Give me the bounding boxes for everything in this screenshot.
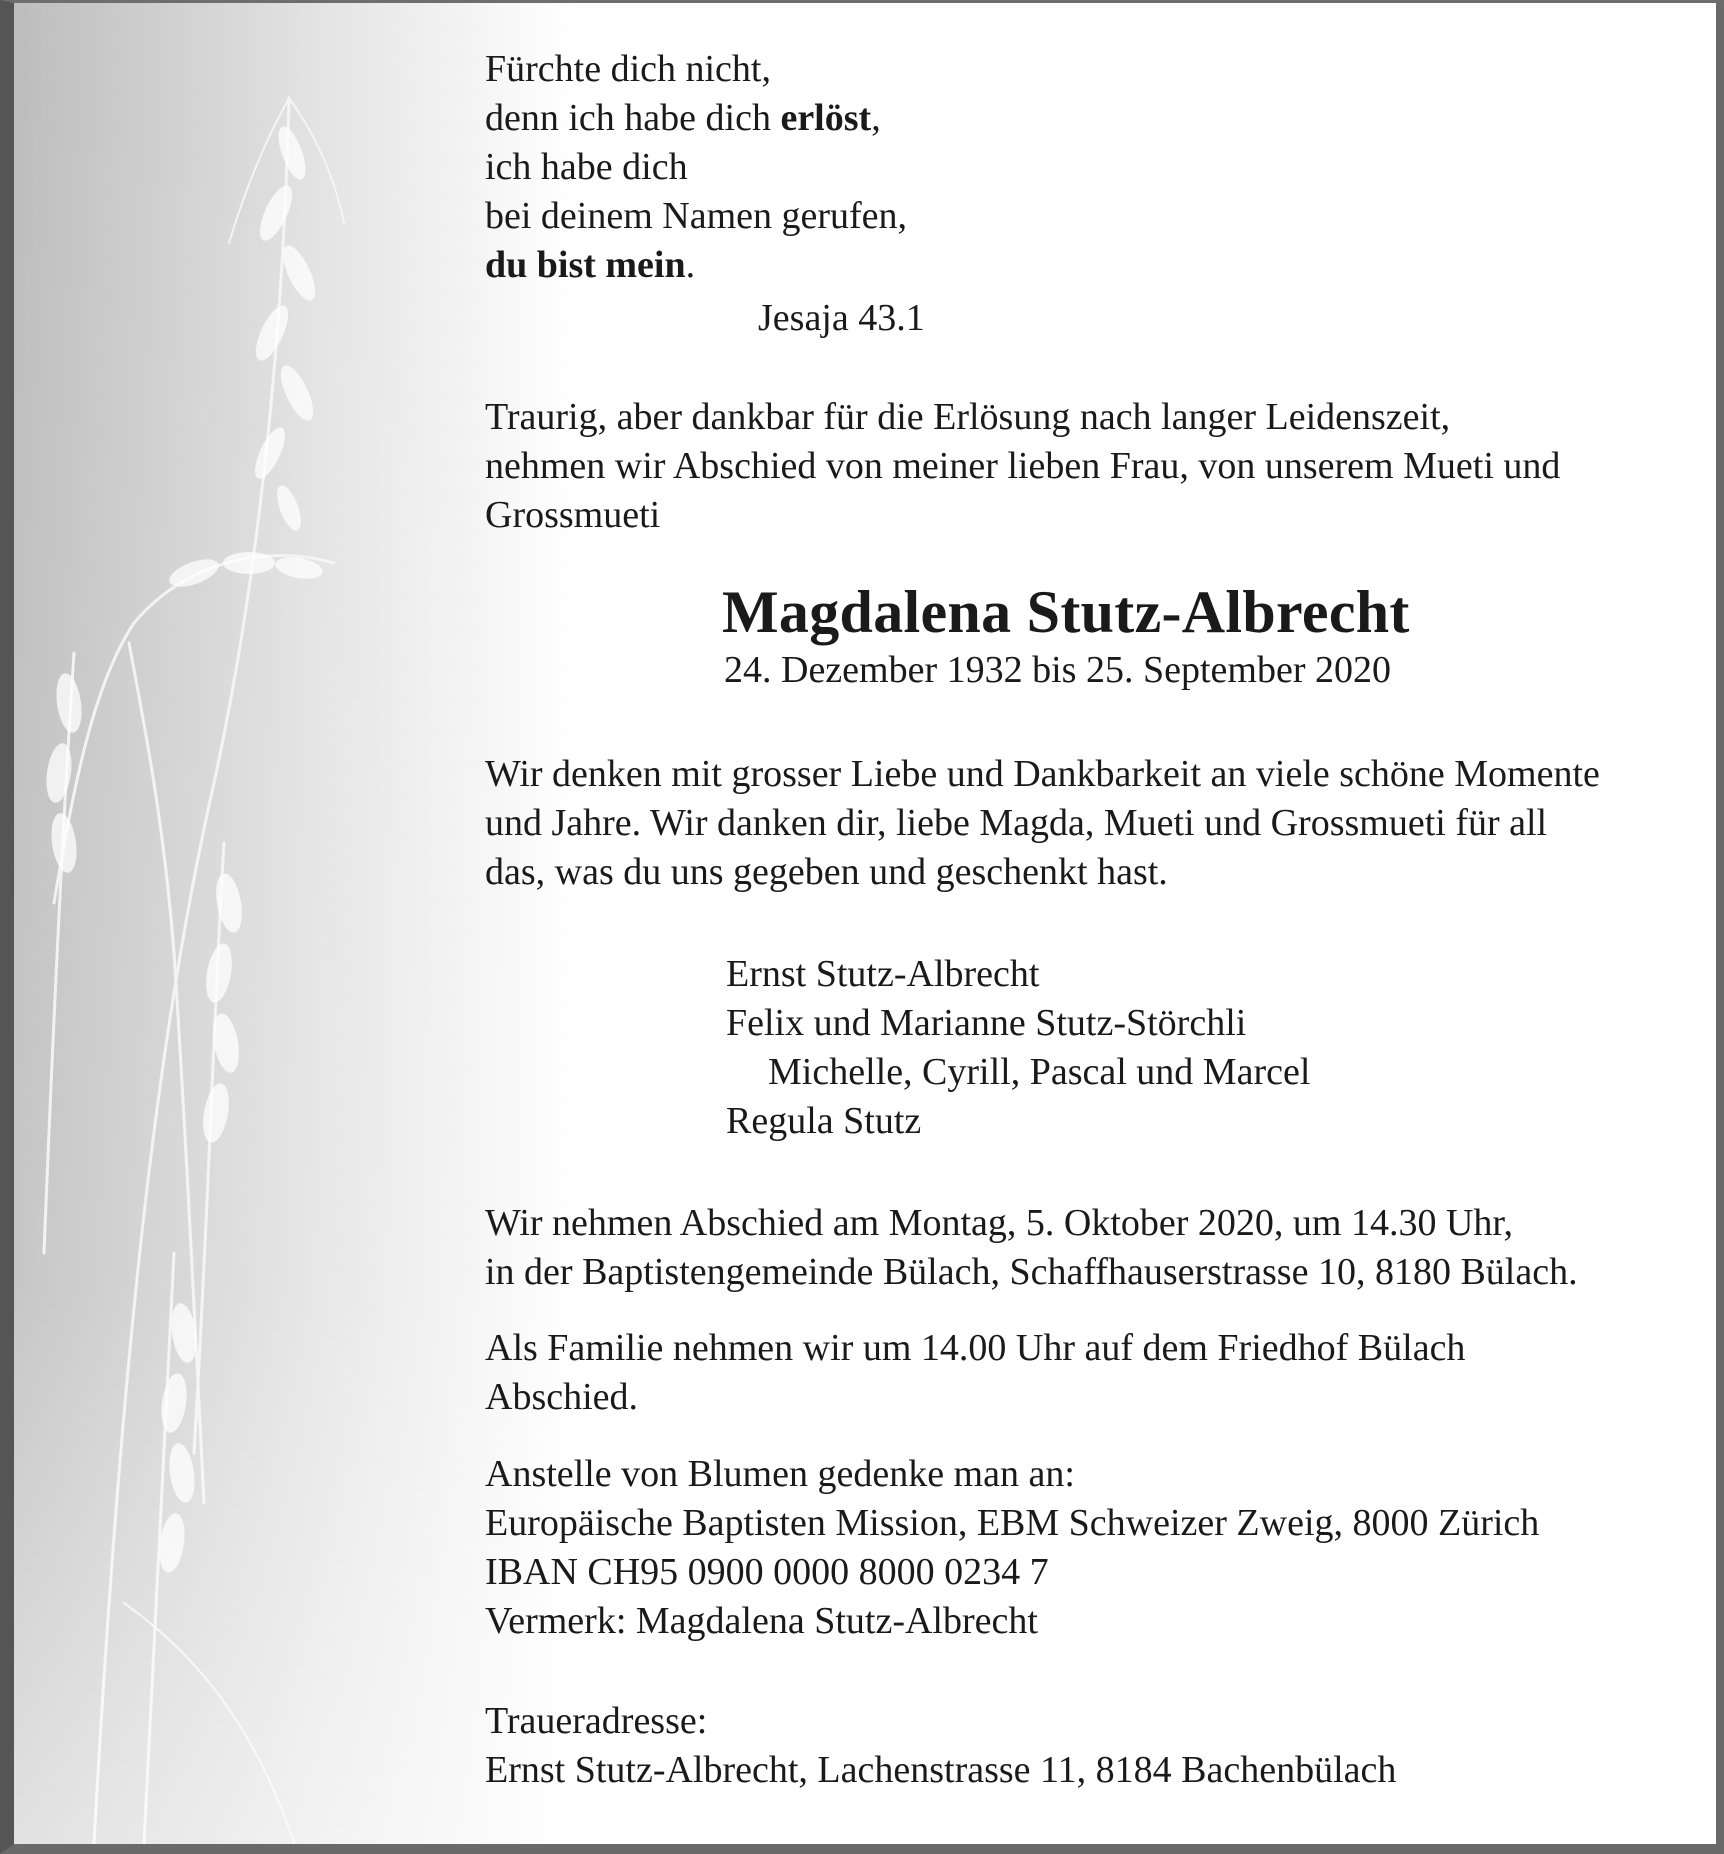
remembrance-line: Wir denken mit grosser Liebe und Dankbarkeit an viele schöne Momente: [485, 753, 1600, 795]
verse-line-1: Fürchte dich nicht,: [485, 48, 771, 90]
remembrance-line: das, was du uns gegeben und geschenkt hast.: [485, 851, 1168, 893]
family-block: [726, 950, 1310, 1146]
service-line: in der Baptistengemeinde Bülach, Schaffhauserstrasse 10, 8180 Bülach.: [485, 1251, 1578, 1293]
family-farewell-block: [485, 1324, 1465, 1422]
verse-block: [485, 45, 907, 290]
donation-iban: IBAN CH95 0900 0000 8000 0234 7: [485, 1551, 1049, 1593]
verse-line-4: bei deinem Namen gerufen,: [485, 195, 908, 237]
verse-emphasis-erloest: erlöst: [780, 97, 872, 139]
verse-line-3: ich habe dich: [485, 146, 688, 188]
mourning-address: Ernst Stutz-Albrecht, Lachenstrasse 11, 8184 Bachenbülach: [485, 1749, 1397, 1791]
intro-line: Grossmueti: [485, 494, 661, 536]
intro-line: nehmen wir Abschied von meiner lieben Frau, von unserem Mueti und: [485, 445, 1561, 487]
service-line: Wir nehmen Abschied am Montag, 5. Oktober 2020, um 14.30 Uhr,: [485, 1202, 1514, 1244]
family-grandchildren: Michelle, Cyrill, Pascal und Marcel: [768, 1051, 1311, 1093]
remembrance-block: [485, 750, 1600, 897]
donation-block: [485, 1450, 1539, 1646]
verse-line-2: denn ich habe dich erlöst,: [485, 97, 881, 139]
donation-line: Europäische Baptisten Mission, EBM Schweizer Zweig, 8000 Zürich: [485, 1502, 1540, 1544]
family-member: Felix und Marianne Stutz-Störchli: [726, 1002, 1247, 1044]
service-block: [485, 1199, 1578, 1297]
family-farewell-line: Als Familie nehmen wir um 14.00 Uhr auf dem Friedhof Bülach: [485, 1327, 1466, 1369]
intro-block: [485, 393, 1560, 540]
mourning-address-label: Traueradresse:: [485, 1700, 708, 1742]
verse-reference: Jesaja 43.1: [758, 297, 925, 339]
donation-line: Anstelle von Blumen gedenke man an:: [485, 1453, 1075, 1495]
deceased-name: Magdalena Stutz-Albrecht: [722, 579, 1410, 645]
intro-line: Traurig, aber dankbar für die Erlösung nach langer Leidenszeit,: [485, 396, 1451, 438]
verse-line-5: du bist mein.: [485, 244, 696, 286]
mourning-address-block: [485, 1697, 1396, 1795]
verse-emphasis-mein: du bist mein: [485, 244, 686, 286]
family-member: Ernst Stutz-Albrecht: [726, 953, 1040, 995]
family-member: Regula Stutz: [726, 1100, 922, 1142]
family-farewell-line: Abschied.: [485, 1376, 639, 1418]
donation-note: Vermerk: Magdalena Stutz-Albrecht: [485, 1600, 1038, 1642]
remembrance-line: und Jahre. Wir danken dir, liebe Magda, Mueti und Grossmueti für all: [485, 802, 1548, 844]
deceased-dates: 24. Dezember 1932 bis 25. September 2020: [724, 649, 1391, 691]
